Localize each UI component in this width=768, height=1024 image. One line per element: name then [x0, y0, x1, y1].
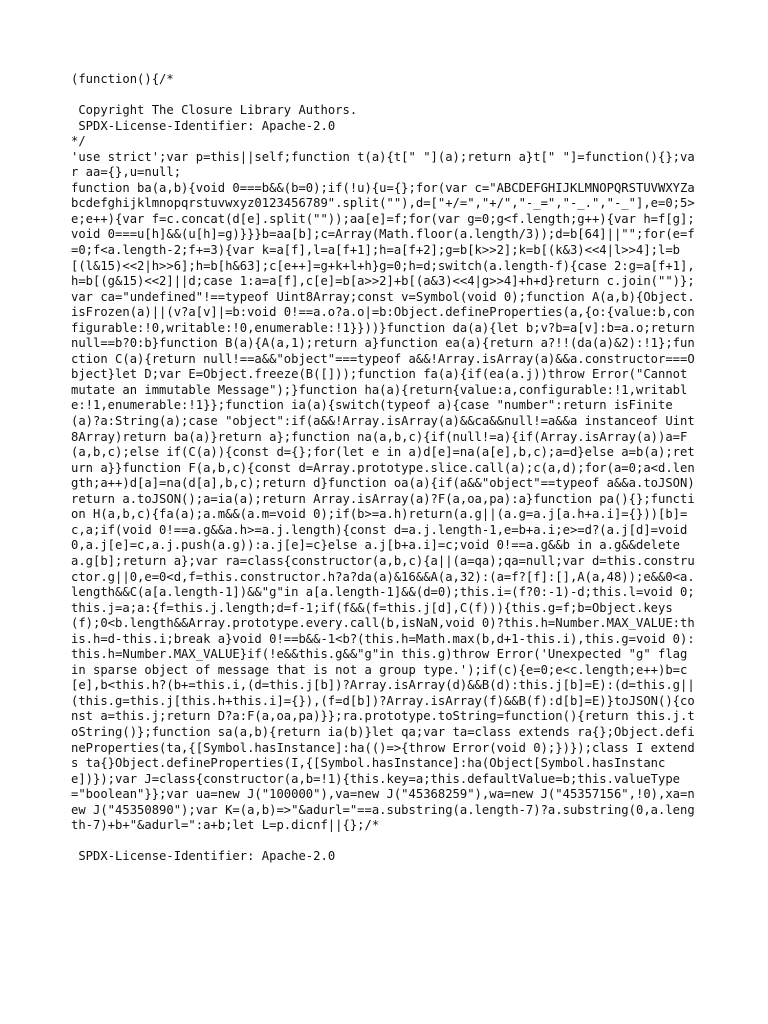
document-page: [71, 72, 701, 1017]
source-code-text: (function(){/* Copyright The Closure Library Authors. SPDX-License-Identifier: Apache-2.0 */ 'use strict';var p=this||self;function t(a){t[" "](a);return a}t[" "]=function(){};var aa={},u=null; function ba(a,b){void 0===b&&(b=0);if(!u){u={};for(var c="ABCDEFGHIJKLMNOPQRSTUVWXYZabcdefghijklmnopqrstuvwxyz0123456789".split(""),d=["+/=","+/","-_=","-_.","-_"],e=0;5>e;e++){var f=c.concat(d[e].split(""));aa[e]=f;for(var g=0;g<f.length;g++){var h=f[g];void 0===u[h]&&(u[h]=g)}}}b=aa[b];c=Array(Math.floor(a.length/3));d=b[64]||"";for(e=f=0;f<a.length-2;f+=3){var k=a[f],l=a[f+1];h=a[f+2];g=b[k>>2];k=b[(k&3)<<4|l>>4];l=b[(l&15)<<2|h>>6];h=b[h&63];c[e++]=g+k+l+h}g=0;h=d;switch(a.length-f){case 2:g=a[f+1],h=b[(g&15)<<2]||d;case 1:a=a[f],c[e]=b[a>>2]+b[(a&3)<<4|g>>4]+h+d}return c.join("")};var ca="undefined"!==typeof Uint8Array;const v=Symbol(void 0);function A(a,b){Object.isFrozen(a)||(v?a[v]|=b:void 0!==a.o?a.o|=b:Object.defineProperties(a,{o:{value:b,configurable:!0,writable:!0,enumerable:!1}}))}function da(a){let b;v?b=a[v]:b=a.o;return null==b?0:b}function B(a){A(a,1);return a}function ea(a){return a?!!(da(a)&2):!1};function C(a){return null!==a&&"object"===typeof a&&!Array.isArray(a)&&a.constructor===Object}let D;var E=Object.freeze(B([]));function fa(a){if(ea(a.j))throw Error("Cannot mutate an immutable Message");}function ha(a){return{value:a,configurable:!1,writable:!1,enumerable:!1}};function ia(a){switch(typeof a){case "number":return isFinite(a)?a:String(a);case "object":if(a&&!Array.isArray(a)&&ca&&null!=a&&a instanceof Uint8Array)return ba(a)}return a};function na(a,b,c){if(null!=a){if(Array.isArray(a))a=F(a,b,c);else if(C(a)){const d={};for(let e in a)d[e]=na(a[e],b,c);a=d}else a=b(a);return a}}function F(a,b,c){const d=Array.prototype.slice.call(a);c(a,d);for(a=0;a<d.length;a++)d[a]=na(d[a],b,c);return d}function oa(a){if(a&&"object"==typeof a&&a.toJSON)return a.toJSON();a=ia(a);return Array.isArray(a)?F(a,oa,pa):a}function pa(){};function H(a,b,c){fa(a);a.m&&(a.m=void 0);if(b>=a.h)return(a.g||(a.g=a.j[a.h+a.i]={}))[b]=c,a;if(void 0!==a.g&&a.h>=a.j.length){const d=a.j.length-1,e=b+a.i;e>=d?(a.j[d]=void 0,a.j[e]=c,a.j.push(a.g)):a.j[e]=c}else a.j[b+a.i]=c;void 0!==a.g&&b in a.g&&delete a.g[b];return a};var ra=class{constructor(a,b,c){a||(a=qa);qa=null;var d=this.constructor.g||0,e=0<d,f=this.constructor.h?a?da(a)&16&&A(a,32):(a=f?[f]:[],A(a,48));e&&0<a.length&&C(a[a.length-1])&&"g"in a[a.length-1]&&(d=0);this.i=(f?0:-1)-d;this.l=void 0;this.j=a;a:{f=this.j.length;d=f-1;if(f&&(f=this.j[d],C(f))){this.g=f;b=Object.keys(f);0<b.length&&Array.prototype.every.call(b,isNaN,void 0)?this.h=Number.MAX_VALUE:this.h=d-this.i;break a}void 0!==b&&-1<b?(this.h=Math.max(b,d+1-this.i),this.g=void 0):this.h=Number.MAX_VALUE}if(!e&&this.g&&"g"in this.g)throw Error('Unexpected "g" flag in sparse object of message that is not a group type.');if(c){e=0;e<c.length;e++)b=c[e],b<this.h?(b+=this.i,(d=this.j[b])?Array.isArray(d)&&B(d):this.j[b]=E):(d=this.g||(this.g=this.j[this.h+this.i]={}),(f=d[b])?Array.isArray(f)&&B(f):d[b]=E)}toJSON(){const a=this.j;return D?a:F(a,oa,pa)}};ra.prototype.toString=function(){return this.j.toString()};function sa(a,b){return ia(b)}let qa;var ta=class extends ra{};Object.defineProperties(ta,{[Symbol.hasInstance]:ha(()=>{throw Error(void 0);})});class I extends ta{}Object.defineProperties(I,{[Symbol.hasInstance]:ha(Object[Symbol.hasInstance])});var J=class{constructor(a,b=!1){this.key=a;this.defaultValue=b;this.valueType="boolean"}};var ua=new J("100000"),va=new J("45368259"),wa=new J("45357156",!0),xa=new J("45350890");var K=(a,b)=>"&adurl="==a.substring(a.length-7)?a.substring(0,a.length-7)+b+"&adurl=":a+b;let L=p.dicnf||{};/* SPDX-License-Identifier: Apache-2.0: [71, 72, 695, 864]
